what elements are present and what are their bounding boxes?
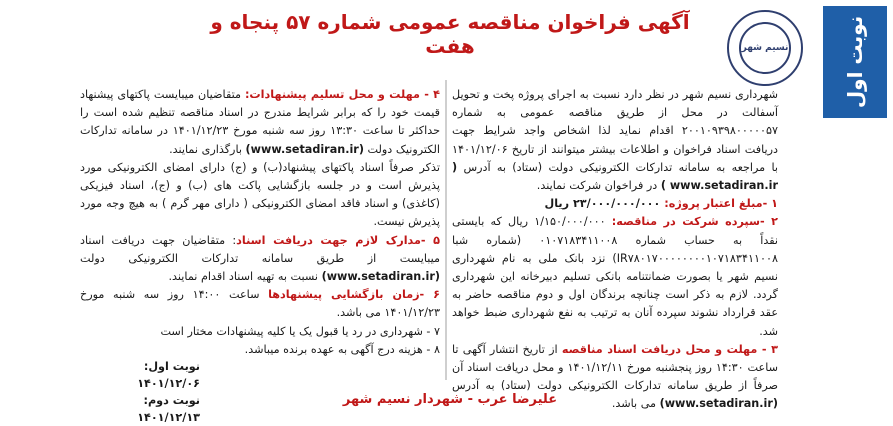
right-column — [452, 86, 778, 414]
item-2 — [452, 213, 778, 340]
item-6-text: ساعت ۱۴:۰۰ روز سه شنبه مورخ ۱۴۰۱/۱۲/۲۳ می باشد. — [80, 288, 440, 320]
item-3-url: (www.setadiran.ir) — [659, 397, 778, 411]
item-1 — [452, 195, 778, 213]
note-paragraph: تذکر صرفاً اسناد پاکتهای پیشنهاد(ب) و (ج) دارای امضای الکترونیکی مورد پذیرش است و در جلسه بازگشایی پاکت های (ب) و (ج)، اسناد فیزیکی (کاغذی) و اسناد فاقد امضای الکترونیکی ( دارای مهر گرم ) به هیچ وجه مورد پذیرش نیست. — [80, 160, 440, 229]
publication-dates — [80, 358, 200, 426]
logo-emblem — [739, 22, 791, 74]
logo-text: نسیم شهر — [741, 43, 789, 53]
item-3-end: می باشد. — [611, 397, 660, 411]
item-4-label: ۴ - مهلت و محل تسلیم پیشنهادات: — [244, 88, 440, 101]
item-5-text: : متقاضیان جهت دریافت اسناد میبایست از طریق سامانه تدارکات الکترونیکی دولت — [80, 233, 440, 265]
item-4 — [80, 86, 440, 159]
item-1-label: ۱ -مبلغ اعتبار پروژه: — [664, 197, 778, 211]
intro-end: در فراخوان شرکت نمایند. — [536, 179, 661, 193]
item-2-text: ۱/۱۵۰/۰۰۰/۰۰۰ ریال که بایستی نقداً به حساب شماره ۰۱۰۷۱۸۳۴۱۱۰۰۸ (شماره شبا IR۷۸۰۱۷۰۰۰۰۰۰۰۰۱۰۷۱۸۳۴۱۱۰۰۸) نزد بانک ملی به نام شهرداری نسیم شهر یا بصورت ضمانتنامه بانکی تسلیم دبیرخانه این شهرداری گردد. لازم به ذکر است چنانچه برندگان اول و دوم مناقصه حاضر به عقد قرارداد نشوند سپرده آنان به ترتیب به نفع شهرداری ضبط خواهد شد. — [452, 215, 778, 338]
intro-url: ( www.setadiran.ir ) — [452, 160, 778, 193]
item-5-label: ۵ -مدارک لازم جهت دریافت اسناد — [236, 233, 440, 247]
first-round-date: نوبت اول: ۱۴۰۱/۱۲/۰۶ — [137, 360, 200, 390]
item-5-end: نسبت به تهیه اسناد اقدام نمایند. — [168, 270, 322, 284]
ribbon-label: نوبت اول — [843, 15, 867, 109]
round-ribbon — [823, 6, 887, 118]
item-4-end: بارگذاری نمایند. — [169, 142, 246, 156]
item-3-text: از تاریخ انتشار آگهی تا ساعت ۱۴:۳۰ روز پنجشنبه مورخ ۱۴۰۱/۱۲/۱۱ و محل دریافت اسناد آن صرفاً از طریق سامانه تدارکات الکترونیکی دولت (ستاد) به آدرس — [452, 342, 778, 393]
left-column — [80, 86, 440, 359]
item-1-text: ۲۳/۰۰۰/۰۰۰/۰۰۰ ریال — [544, 197, 665, 211]
item-5-url: (www.setadiran.ir) — [321, 270, 440, 284]
intro-paragraph — [452, 86, 778, 195]
item-2-label: ۲ -سپرده شرکت در مناقصه: — [611, 215, 778, 229]
item-8: ۸ - هزینه درج آگهی به عهده برنده میباشد. — [244, 342, 440, 356]
item-4-url: (www.setadiran.ir) — [245, 142, 364, 156]
municipality-logo — [727, 10, 803, 86]
item-5 — [80, 232, 440, 287]
item-7: ۷ - شهرداری در رد یا قبول یک یا کلیه پیشنهادات مختار است — [160, 324, 440, 338]
item-3-label: ۳ - مهلت و محل دریافت اسناد مناقصه — [561, 342, 779, 356]
item-6 — [80, 286, 440, 322]
notice-title: آگهی فراخوان مناقصه عمومی شماره ۵۷ پنجاه و هفت — [210, 10, 690, 58]
mayor-signature: علیرضا عرب - شهردار نسیم شهر — [342, 392, 558, 407]
item-6-label: ۶ -زمان بازگشایی پیشنهادها — [268, 288, 441, 302]
item-4-text: متقاضیان میبایست پاکتهای پیشنهاد قیمت خود را که برابر شرایط مندرج در اسناد مناقصه تنظیم شده است را حداکثر تا ساعت ۱۳:۳۰ روز سه شنبه مورخ ۱۴۰۱/۱۲/۲۳ در سامانه تدارکات الکترونیک دولت — [80, 88, 440, 156]
column-divider — [445, 80, 447, 380]
intro-text: شهرداری نسیم شهر در نظر دارد نسبت به اجرای پروژه پخت و تحویل آسفالت در محل از طریق مناقصه عمومی به شماره ۲۰۰۱۰۹۳۹۸۰۰۰۰۰۵۷ اقدام نماید لذا اشخاص واجد شرایط جهت دریافت اسناد فراخوان و اطلاعات بیشتر میتوانند از تاریخ ۱۴۰۱/۱۲/۰۶ با مراجعه به سامانه تدارکات الکترونیکی دولت (ستاد) به آدرس — [452, 88, 778, 174]
second-round-date: نوبت دوم: ۱۴۰۱/۱۲/۱۳ — [137, 394, 200, 424]
